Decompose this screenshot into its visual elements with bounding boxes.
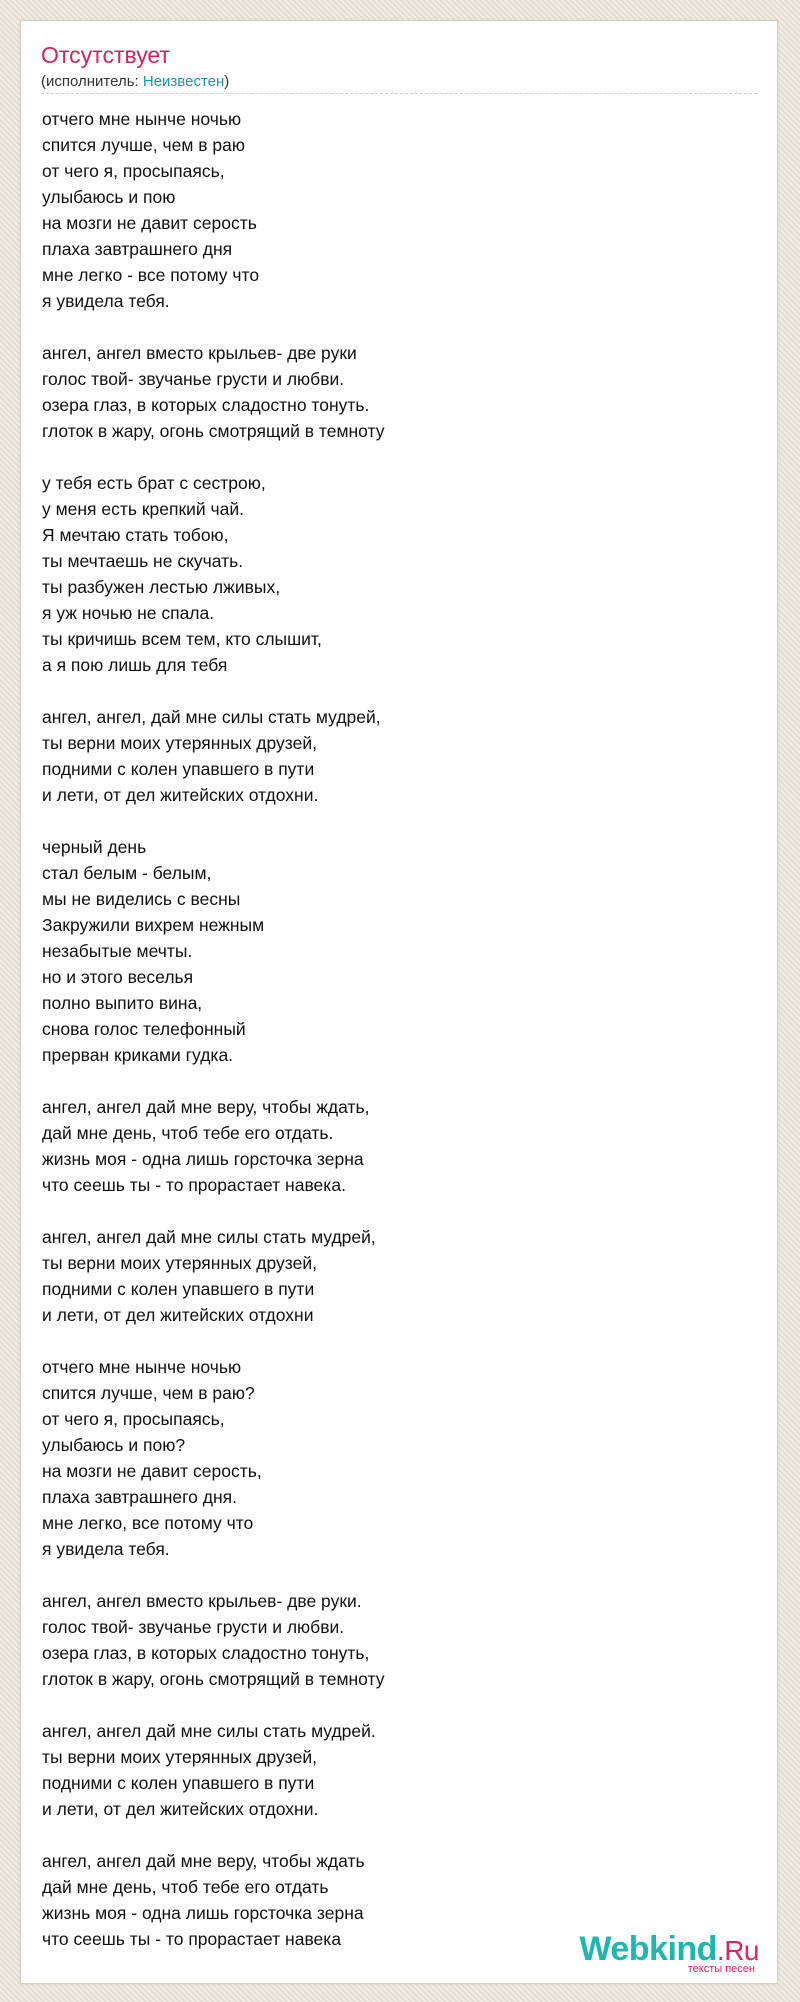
lyric-line: у тебя есть брат с сестрою, — [42, 473, 266, 493]
lyric-line: а я пою лишь для тебя — [42, 655, 228, 675]
lyrics-stanza — [42, 106, 742, 314]
lyric-line: снова голос телефонный — [42, 1019, 246, 1039]
lyric-line: я увидела тебя. — [42, 1539, 170, 1559]
lyric-line: отчего мне нынче ночью — [42, 1357, 242, 1377]
lyric-line: озера глаз, в которых сладостно тонуть, — [42, 1643, 370, 1663]
lyric-line: я увидела тебя. — [42, 291, 170, 311]
lyrics-card — [20, 20, 778, 1984]
lyric-line: Закружили вихрем нежным — [42, 915, 265, 935]
lyric-line: у меня есть крепкий чай. — [42, 499, 245, 519]
lyric-line: отчего мне нынче ночью — [42, 109, 242, 129]
lyrics-stanza — [42, 1588, 742, 1692]
lyrics-stanza — [42, 470, 742, 678]
lyric-line: незабытые мечты. — [42, 941, 193, 961]
lyric-line: ангел, ангел, дай мне силы стать мудрей, — [42, 707, 381, 727]
lyric-line: жизнь моя - одна лишь горсточка зерна — [42, 1149, 364, 1169]
lyric-line: и лети, от дел житейских отдохни — [42, 1305, 314, 1325]
lyric-line: и лети, от дел житейских отдохни. — [42, 1799, 319, 1819]
lyric-line: плаха завтрашнего дня — [42, 239, 233, 259]
lyric-line: подними с колен упавшего в пути — [42, 759, 315, 779]
lyric-line: голос твой- звучанье грусти и любви. — [42, 1617, 345, 1637]
lyric-line: ангел, ангел дай мне веру, чтобы ждать, — [42, 1097, 370, 1117]
lyric-line: жизнь моя - одна лишь горсточка зерна — [42, 1903, 364, 1923]
logo-tagline: тексты песен — [687, 1963, 755, 1975]
lyric-line: от чего я, просыпаясь, — [42, 1409, 225, 1429]
lyrics-stanza — [42, 704, 742, 808]
lyric-line: но и этого веселья — [42, 967, 194, 987]
lyrics-stanza — [42, 1718, 742, 1822]
lyric-line: Я мечтаю стать тобою, — [42, 525, 229, 545]
lyric-line: дай мне день, чтоб тебе его отдать. — [42, 1123, 334, 1143]
lyric-line: ты верни моих утерянных друзей, — [42, 733, 318, 753]
lyric-line: ангел, ангел вместо крыльев- две руки — [42, 343, 357, 363]
lyric-line: ты верни моих утерянных друзей, — [42, 1253, 318, 1273]
lyric-line: ты кричишь всем тем, кто слышит, — [42, 629, 322, 649]
lyric-line: ангел, ангел дай мне силы стать мудрей, — [42, 1227, 376, 1247]
artist-line — [41, 73, 229, 90]
lyric-line: голос твой- звучанье грусти и любви. — [42, 369, 345, 389]
lyric-line: плаха завтрашнего дня. — [42, 1487, 237, 1507]
lyric-line: ангел, ангел дай мне веру, чтобы ждать — [42, 1851, 365, 1871]
logo-wordmark — [579, 1932, 759, 1966]
lyric-line: что сеешь ты - то прорастает навека. — [42, 1175, 346, 1195]
lyric-line: глоток в жару, огонь смотрящий в темноту — [42, 1669, 385, 1689]
lyric-line: улыбаюсь и пою? — [42, 1435, 186, 1455]
lyric-line: озера глаз, в которых сладостно тонуть. — [42, 395, 370, 415]
lyric-line: я уж ночью не спала. — [42, 603, 215, 623]
lyric-line: дай мне день, чтоб тебе его отдать — [42, 1877, 329, 1897]
lyric-line: прерван криками гудка. — [42, 1045, 234, 1065]
lyric-line: полно выпито вина, — [42, 993, 203, 1013]
lyric-line: мне легко - все потому что — [42, 265, 260, 285]
lyric-line: на мозги не давит серость, — [42, 1461, 262, 1481]
lyric-line: глоток в жару, огонь смотрящий в темноту — [42, 421, 385, 441]
lyric-line: и лети, от дел житейских отдохни. — [42, 785, 319, 805]
lyric-line: мы не виделись с весны — [42, 889, 241, 909]
lyric-line: стал белым - белым, — [42, 863, 212, 883]
artist-link[interactable]: Неизвестен — [142, 73, 225, 90]
lyric-line: спится лучше, чем в раю? — [42, 1383, 255, 1403]
lyric-line: улыбаюсь и пою — [42, 187, 176, 207]
lyric-line: ты разбужен лестью лживых, — [42, 577, 281, 597]
lyric-line: что сеешь ты - то прорастает навека — [42, 1929, 342, 1949]
lyrics-body — [42, 106, 742, 1978]
lyric-line: мне легко, все потому что — [42, 1513, 254, 1533]
lyric-line: ты мечтаешь не скучать. — [42, 551, 244, 571]
logo-name: Webkind — [579, 1930, 717, 1968]
lyric-line: ангел, ангел дай мне силы стать мудрей. — [42, 1721, 376, 1741]
song-title: Отсутствует — [41, 42, 170, 68]
lyrics-stanza — [42, 834, 742, 1068]
site-logo[interactable] — [579, 1932, 759, 1975]
lyric-line: подними с колен упавшего в пути — [42, 1773, 315, 1793]
lyric-line: спится лучше, чем в раю — [42, 135, 245, 155]
lyric-line: ты верни моих утерянных друзей, — [42, 1747, 318, 1767]
lyrics-stanza — [42, 1094, 742, 1198]
lyrics-stanza — [42, 1224, 742, 1328]
lyric-line: черный день — [42, 837, 147, 857]
lyric-line: от чего я, просыпаясь, — [42, 161, 225, 181]
logo-tld: .Ru — [716, 1935, 759, 1966]
lyrics-stanza — [42, 340, 742, 444]
lyrics-stanza — [42, 1354, 742, 1562]
lyric-line: на мозги не давит серость — [42, 213, 257, 233]
lyric-line: ангел, ангел вместо крыльев- две руки. — [42, 1591, 362, 1611]
lyric-line: подними с колен упавшего в пути — [42, 1279, 315, 1299]
artist-suffix: ) — [224, 73, 230, 90]
artist-prefix: (исполнитель: — [41, 73, 143, 90]
header-divider — [41, 93, 757, 94]
